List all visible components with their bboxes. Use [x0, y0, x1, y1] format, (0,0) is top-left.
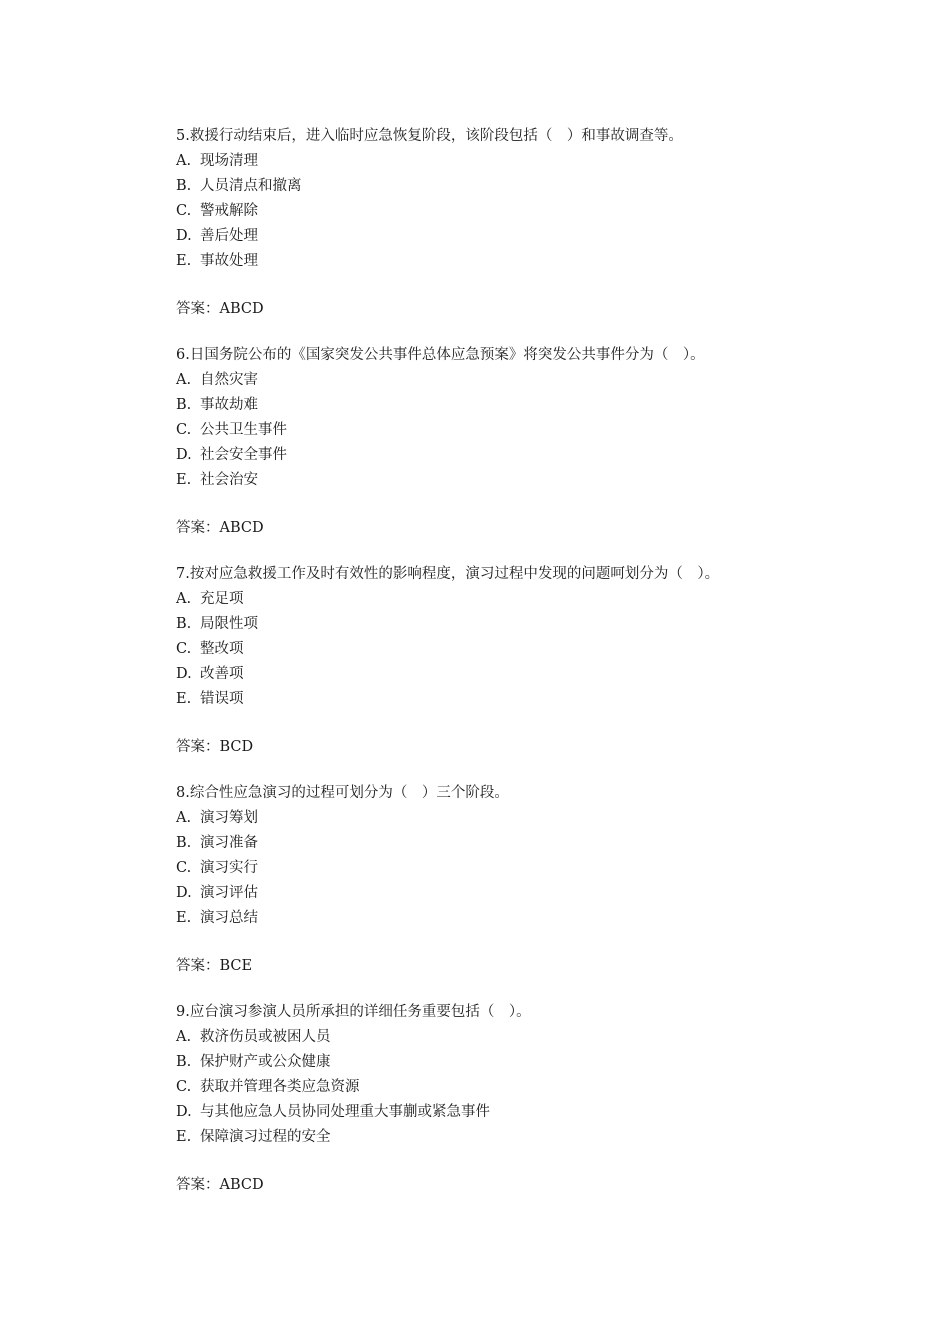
option-a — [176, 1025, 876, 1050]
option-text: 演习筹划 — [200, 810, 258, 826]
option-e — [176, 687, 876, 712]
option-letter: A. — [176, 372, 192, 388]
option-text: 警戒解除 — [200, 203, 258, 219]
option-letter: B. — [176, 397, 192, 413]
question-text: 9.应台演习参演人员所承担的详细任务重要包括（ ）。 — [176, 1004, 531, 1020]
option-text: 人员清点和撤离 — [200, 178, 302, 194]
option-c — [176, 856, 876, 881]
option-text: 演习评估 — [200, 885, 258, 901]
option-c — [176, 199, 876, 224]
option-letter: B. — [176, 616, 192, 632]
option-b — [176, 612, 876, 637]
answer: 答案：ABCD — [176, 1177, 264, 1193]
option-a — [176, 149, 876, 174]
option-letter: D. — [176, 666, 192, 682]
option-letter: B. — [176, 835, 192, 851]
option-e — [176, 249, 876, 274]
option-d — [176, 662, 876, 687]
option-b — [176, 174, 876, 199]
option-letter: C. — [176, 1079, 192, 1095]
option-text: 自然灾害 — [200, 372, 258, 388]
option-letter: D. — [176, 1104, 192, 1120]
option-text: 演习总结 — [200, 910, 258, 926]
option-b — [176, 393, 876, 418]
option-letter: A. — [176, 153, 192, 169]
option-text: 事故处理 — [200, 253, 258, 269]
question-8 — [176, 781, 876, 979]
option-letter: C. — [176, 203, 192, 219]
option-letter: B. — [176, 1054, 192, 1070]
option-e — [176, 906, 876, 931]
option-text: 社会治安 — [200, 472, 258, 488]
option-text: 充足项 — [200, 591, 244, 607]
option-c — [176, 418, 876, 443]
option-text: 整改项 — [200, 641, 244, 657]
option-e — [176, 1125, 876, 1150]
question-text: 7.按对应急救援工作及时有效性的影响程度，演习过程中发现的问题呵划分为（ ）。 — [176, 566, 720, 582]
question-text: 6.日国务院公布的《国家突发公共事件总体应急预案》将突发公共事件分为（ ）。 — [176, 347, 705, 363]
question-5 — [176, 124, 876, 322]
answer: 答案：BCE — [176, 958, 253, 974]
question-7 — [176, 562, 876, 760]
option-text: 事故劫难 — [200, 397, 258, 413]
option-text: 保障演习过程的安全 — [200, 1129, 331, 1145]
option-text: 现场清理 — [200, 153, 258, 169]
option-letter: D. — [176, 447, 192, 463]
option-b — [176, 1050, 876, 1075]
option-a — [176, 806, 876, 831]
option-text: 善后处理 — [200, 228, 258, 244]
option-c — [176, 637, 876, 662]
option-text: 社会安全事件 — [200, 447, 287, 463]
option-text: 救济伤员或被困人员 — [200, 1029, 331, 1045]
option-a — [176, 368, 876, 393]
answer: 答案：ABCD — [176, 301, 264, 317]
option-d — [176, 443, 876, 468]
option-a — [176, 587, 876, 612]
option-text: 演习准备 — [200, 835, 258, 851]
option-text: 改善项 — [200, 666, 244, 682]
option-d — [176, 1100, 876, 1125]
option-letter: E. — [176, 910, 192, 926]
option-d — [176, 881, 876, 906]
option-letter: B. — [176, 178, 192, 194]
option-c — [176, 1075, 876, 1100]
option-letter: D. — [176, 885, 192, 901]
option-text: 错误项 — [200, 691, 244, 707]
option-letter: E. — [176, 691, 192, 707]
option-e — [176, 468, 876, 493]
option-letter: C. — [176, 422, 192, 438]
option-letter: D. — [176, 228, 192, 244]
option-text: 保护财产或公众健康 — [200, 1054, 331, 1070]
option-text: 局限性项 — [200, 616, 258, 632]
option-b — [176, 831, 876, 856]
option-letter: A. — [176, 1029, 192, 1045]
question-text: 8.综合性应急演习的过程可划分为（ ）三个阶段。 — [176, 785, 509, 801]
option-letter: E. — [176, 472, 192, 488]
question-6 — [176, 343, 876, 541]
option-text: 公共卫生事件 — [200, 422, 287, 438]
option-letter: A. — [176, 591, 192, 607]
option-letter: A. — [176, 810, 192, 826]
option-letter: C. — [176, 641, 192, 657]
option-letter: C. — [176, 860, 192, 876]
option-text: 获取并管理各类应急资源 — [200, 1079, 360, 1095]
question-9 — [176, 1000, 876, 1198]
option-d — [176, 224, 876, 249]
answer: 答案：BCD — [176, 739, 254, 755]
option-letter: E. — [176, 1129, 192, 1145]
question-text: 5.救援行动结束后，进入临时应急恢复阶段，该阶段包括（ ）和事故调查等。 — [176, 128, 683, 144]
option-letter: E. — [176, 253, 192, 269]
option-text: 与其他应急人员协同处理重大事蒯或紧急事件 — [200, 1104, 490, 1120]
option-text: 演习实行 — [200, 860, 258, 876]
answer: 答案：ABCD — [176, 520, 264, 536]
